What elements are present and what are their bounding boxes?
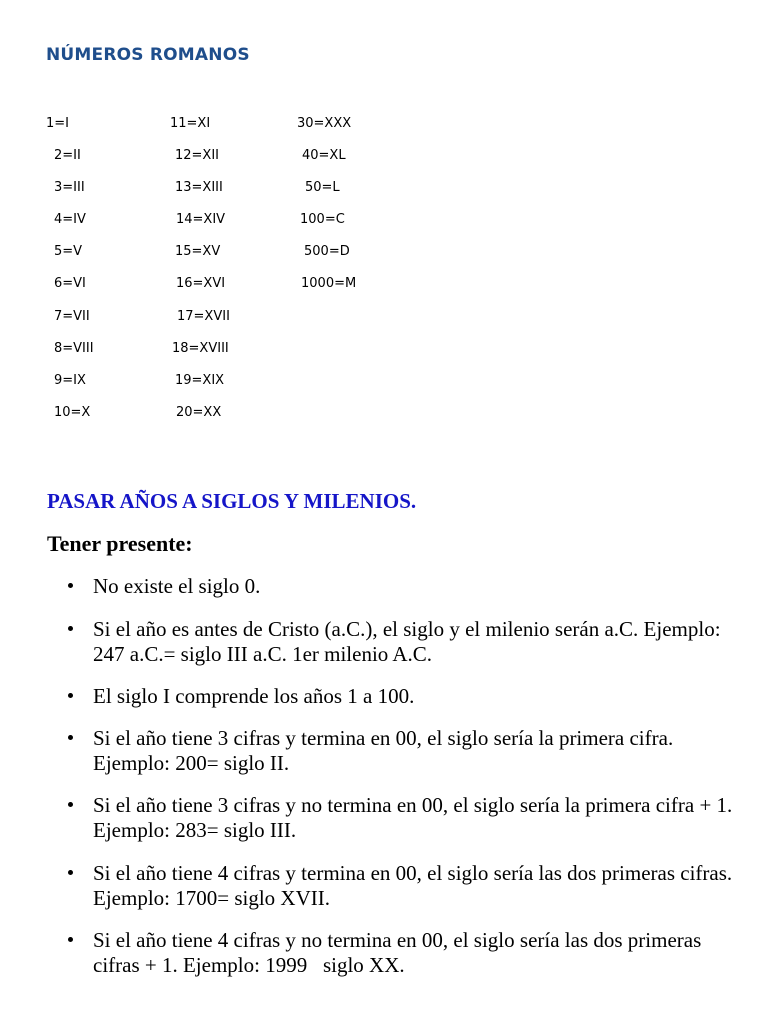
- roman-entry: 6=VI: [54, 276, 86, 291]
- list-item: [93, 793, 733, 843]
- roman-entry: 7=VII: [54, 309, 90, 324]
- rule-text: No existe el siglo 0.: [93, 574, 261, 598]
- list-item: [93, 574, 733, 599]
- section-title: PASAR AÑOS A SIGLOS Y MILENIOS.: [47, 489, 417, 513]
- roman-entry: 1=I: [46, 116, 69, 131]
- roman-entry: 5=V: [54, 244, 83, 259]
- roman-numerals-table: [0, 0, 768, 440]
- list-item: [93, 726, 733, 776]
- rule-text: Si el año es antes de Cristo (a.C.), el siglo y el milenio serán a.C. Ejemplo: 247 a.C.= siglo III a.C. 1er milenio A.C.: [93, 617, 721, 666]
- bullet-icon: [68, 735, 73, 740]
- list-item: [93, 928, 733, 978]
- roman-entry: 12=XII: [175, 148, 220, 163]
- rule-text: Si el año tiene 3 cifras y termina en 00, el siglo sería la primera cifra. Ejemplo: 200= siglo II.: [93, 726, 674, 775]
- list-item: [93, 684, 733, 709]
- bullet-icon: [68, 626, 73, 631]
- bullet-icon: [68, 693, 73, 698]
- bullet-icon: [68, 937, 73, 942]
- list-item: [93, 617, 733, 667]
- bullet-icon: [68, 802, 73, 807]
- bullet-icon: [68, 870, 73, 875]
- roman-entry: 17=XVII: [177, 309, 230, 324]
- roman-entry: 10=X: [54, 405, 91, 420]
- roman-entry: 40=XL: [302, 148, 346, 163]
- roman-entry: 8=VIII: [54, 341, 94, 356]
- roman-entry: 18=XVIII: [172, 341, 229, 356]
- list-item: [93, 861, 733, 911]
- roman-entry: 50=L: [305, 180, 340, 195]
- rule-text: Si el año tiene 4 cifras y termina en 00, el siglo sería las dos primeras cifras. Ejemplo: 1700= siglo XVII.: [93, 861, 733, 910]
- roman-entry: 1000=M: [301, 276, 357, 291]
- roman-entry: 30=XXX: [297, 116, 352, 131]
- roman-entry: 19=XIX: [175, 373, 225, 388]
- bullet-icon: [68, 583, 73, 588]
- roman-entry: 500=D: [304, 244, 350, 259]
- roman-entry: 100=C: [300, 212, 345, 227]
- roman-entry: 2=II: [54, 148, 81, 163]
- rule-text: Si el año tiene 3 cifras y no termina en 00, el siglo sería la primera cifra + 1. Ejemplo: 283= siglo III.: [93, 793, 733, 842]
- rule-text: Si el año tiene 4 cifras y no termina en 00, el siglo sería las dos primeras cifras + 1. Ejemplo: 1999 siglo XX.: [93, 928, 707, 977]
- roman-entry: 15=XV: [175, 244, 221, 259]
- roman-entry: 16=XVI: [176, 276, 226, 291]
- roman-entry: 20=XX: [176, 405, 222, 420]
- roman-entry: 11=XI: [170, 116, 211, 131]
- roman-entry: 13=XIII: [175, 180, 223, 195]
- roman-entry: 9=IX: [54, 373, 86, 388]
- section-subtitle: Tener presente:: [47, 531, 193, 556]
- roman-entry: 14=XIV: [176, 212, 226, 227]
- rule-text: El siglo I comprende los años 1 a 100.: [93, 684, 415, 708]
- roman-numerals-heading: NÚMEROS ROMANOS: [46, 45, 250, 65]
- roman-entry: 4=IV: [54, 212, 86, 227]
- roman-entry: 3=III: [54, 180, 85, 195]
